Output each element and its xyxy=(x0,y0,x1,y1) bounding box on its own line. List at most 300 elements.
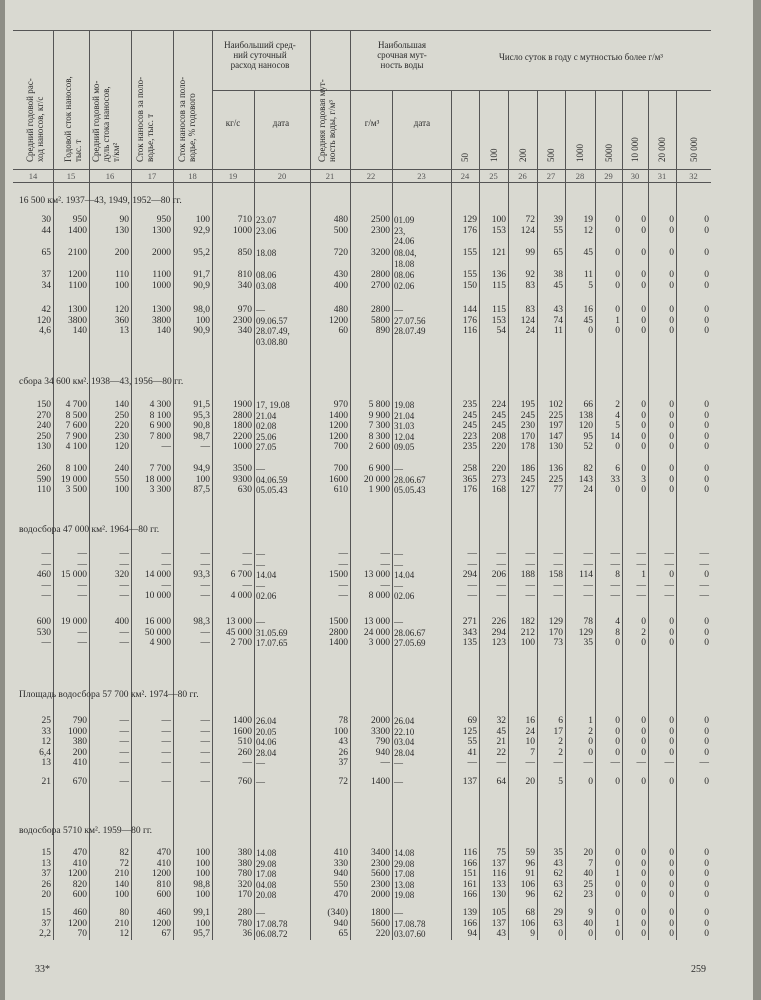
table-cell: 0 0 0 xyxy=(704,908,709,940)
table-cell: — 09.06.57 28.07.49, 03.08.80 xyxy=(256,305,290,347)
table-cell: 8 — — xyxy=(610,570,620,602)
column-rule xyxy=(676,90,677,940)
section-title: Площадь водосбора 57 700 км². 1974—80 гг. xyxy=(19,690,199,700)
table-cell: 121 xyxy=(491,248,506,258)
table-cell: 320 — — xyxy=(114,570,129,602)
table-cell: 150 270 240 250 130 xyxy=(36,400,51,453)
table-cell: 65 xyxy=(553,248,563,258)
table-cell: 970 2300 340 xyxy=(233,305,252,337)
header-days-rule xyxy=(451,90,711,91)
table-cell: 93,3 — — xyxy=(193,570,210,602)
table-cell: 1 2 0 0 — xyxy=(583,716,593,769)
table-cell: 4 300 8 100 6 900 7 800 — xyxy=(149,400,171,453)
table-cell: — — xyxy=(119,549,129,570)
table-cell: 25 33 12 6,4 13 xyxy=(39,716,51,769)
table-cell: 116 166 151 161 166 xyxy=(462,848,477,901)
table-cell: 1300 3800 140 xyxy=(152,305,171,337)
table-cell: — — xyxy=(699,549,709,570)
header-top-rule xyxy=(13,30,711,31)
page-number: 259 xyxy=(691,964,706,975)
header-col20: дата xyxy=(272,118,290,128)
table-cell: 15 13 37 26 20 xyxy=(41,848,51,901)
table-cell: 14.08 29.08 17.08 04.08 20.08 xyxy=(256,848,277,901)
table-cell: 410 330 940 550 470 xyxy=(333,848,348,901)
table-cell: 20 7 40 25 23 xyxy=(583,848,593,901)
table-cell: 850 xyxy=(237,248,252,258)
table-cell: 64 xyxy=(496,777,506,787)
table-cell: — — xyxy=(256,549,265,570)
book-page xyxy=(5,0,753,1000)
table-cell: 14 000 — 10 000 xyxy=(144,570,171,602)
table-cell: 72 xyxy=(338,777,348,787)
table-cell: 6 900 20 000 1 900 xyxy=(363,464,390,496)
table-cell: 102 225 197 147 130 xyxy=(548,400,563,453)
table-cell: 129 170 73 xyxy=(548,617,563,649)
table-cell: 2800 5800 890 xyxy=(371,305,390,337)
table-cell: 470 410 1200 820 600 xyxy=(68,848,87,901)
table-cell: 13 000 24 000 3 000 xyxy=(363,617,390,649)
header-group-days: Число суток в году с мутностью более г/м³ xyxy=(499,52,663,62)
header-group-max-daily: Наибольший сред- ний суточный расход наносов xyxy=(224,40,296,70)
table-cell: 16 24 10 7 — xyxy=(525,716,535,769)
header-col19: кг/с xyxy=(225,118,241,128)
table-cell: 1400 xyxy=(371,777,390,787)
table-cell: 14.08 29.08 17.08 13.08 19.08 xyxy=(394,848,415,901)
table-cell: 21 xyxy=(41,777,51,787)
table-cell: 670 xyxy=(72,777,87,787)
table-cell: — — xyxy=(496,549,506,570)
header-c26: 200 xyxy=(517,148,528,162)
column-rule xyxy=(89,30,90,940)
header-c28: 1000 xyxy=(575,144,585,162)
table-cell: 720 xyxy=(333,248,348,258)
table-cell: 430 400 xyxy=(333,270,348,291)
table-cell: 0 0 xyxy=(641,215,646,236)
table-cell: 400 — — xyxy=(114,617,129,649)
column-number: 20 xyxy=(277,171,287,181)
table-cell: 2 4 5 14 0 xyxy=(610,400,620,453)
table-cell: — — xyxy=(161,549,171,570)
table-cell: 0 1 0 xyxy=(615,305,620,337)
table-cell: 100 92,9 xyxy=(193,215,210,236)
table-cell: — — xyxy=(242,549,252,570)
table-cell: 13 000 — 8 000 xyxy=(363,570,390,602)
table-cell: 260 590 110 xyxy=(36,464,51,496)
header-group-max-turbidity: Наибольшая срочная мут- ность воды xyxy=(377,40,427,70)
table-cell: 155 150 xyxy=(462,270,477,291)
column-number: 22 xyxy=(366,171,376,181)
table-cell: — — xyxy=(380,549,390,570)
table-cell: 1 — — xyxy=(636,570,646,602)
table-cell: 950 1400 xyxy=(68,215,87,236)
column-number: 28 xyxy=(575,171,585,181)
table-cell: 0 0 0 0 — xyxy=(610,716,620,769)
table-cell: 1100 1000 xyxy=(152,270,171,291)
table-cell: 42 120 4,6 xyxy=(36,305,51,337)
table-cell: 271 343 135 xyxy=(462,617,477,649)
header-col23: дата xyxy=(413,118,431,128)
table-cell: 3500 9300 630 xyxy=(233,464,252,496)
table-cell: 129 176 xyxy=(462,215,477,236)
table-cell: — — xyxy=(467,549,477,570)
table-cell: 0 xyxy=(704,777,709,787)
table-cell: 460 1200 67 xyxy=(152,908,171,940)
table-cell: — xyxy=(119,777,129,787)
table-cell: 1500 — — xyxy=(329,570,348,602)
table-cell: 114 — — xyxy=(579,570,593,602)
table-cell: 0 xyxy=(669,777,674,787)
table-cell: 26.04 22.10 03.04 28.04 — xyxy=(394,716,415,769)
table-cell: 99 xyxy=(525,248,535,258)
table-cell: 0 xyxy=(641,248,646,258)
column-number: 31 xyxy=(657,171,667,181)
table-cell: 224 245 245 208 220 xyxy=(491,400,506,453)
column-rule xyxy=(392,90,393,940)
table-cell: 480 500 xyxy=(333,215,348,236)
table-cell: 950 1300 xyxy=(152,215,171,236)
column-rule xyxy=(350,30,351,940)
table-cell: 98,3 — — xyxy=(193,617,210,649)
table-cell: 0 0 0 xyxy=(704,464,709,496)
table-cell: 91,7 90,9 xyxy=(193,270,210,291)
header-bottom-rule xyxy=(13,169,711,170)
column-rule xyxy=(508,90,509,940)
table-cell: 2000 3300 790 940 — xyxy=(371,716,390,769)
header-col21: Средняя годовая мут- ность воды, г/м³ xyxy=(317,79,337,162)
section-title: сбора 34 600 км². 1938—43, 1956—80 гг. xyxy=(19,377,184,387)
table-cell: 0 0 0 xyxy=(669,305,674,337)
table-cell: 240 550 100 xyxy=(114,464,129,496)
table-cell: 0 0 xyxy=(704,215,709,236)
table-cell: — 17.08.78 06.08.72 xyxy=(256,908,288,940)
table-cell: 11 5 xyxy=(583,270,593,291)
table-cell: — — xyxy=(338,549,348,570)
table-cell: — — — — — xyxy=(200,716,210,769)
table-cell: 480 1200 60 xyxy=(329,305,348,337)
table-cell: 144 176 116 xyxy=(462,305,477,337)
table-cell: 139 166 94 xyxy=(462,908,477,940)
table-cell: — — xyxy=(583,549,593,570)
table-cell: 0 0 0 0 0 xyxy=(641,400,646,453)
header-col15: Годовой сток наносов, тыс. т xyxy=(63,76,83,162)
table-cell: 1500 2800 1400 xyxy=(329,617,348,649)
table-cell: 30 44 xyxy=(41,215,51,236)
section-title: 16 500 км². 1937—43, 1949, 1952—80 гг. xyxy=(19,196,182,206)
table-cell: 100 153 xyxy=(491,215,506,236)
table-cell: 6 33 0 xyxy=(610,464,620,496)
table-cell: 0 0 0 0 0 xyxy=(704,400,709,453)
table-cell: 0 0 0 0 0 xyxy=(704,848,709,901)
table-cell: 105 137 43 xyxy=(491,908,506,940)
table-cell: 75 137 116 133 130 xyxy=(491,848,506,901)
table-cell: 7 700 18 000 3 300 xyxy=(144,464,171,496)
table-cell: 19 000 — — xyxy=(60,617,87,649)
table-cell: — — — — — xyxy=(119,716,129,769)
table-cell: 15 000 — — xyxy=(60,570,87,602)
page-footer-signature: 33* xyxy=(35,964,50,975)
table-cell: 95,2 xyxy=(193,248,210,258)
table-cell: 1900 2800 1800 2200 1000 xyxy=(233,400,252,453)
table-cell: 0 xyxy=(615,777,620,787)
table-cell: 0 0 xyxy=(615,215,620,236)
table-cell: 810 340 xyxy=(237,270,252,291)
table-cell: 26.04 20.05 04.06 28.04 — xyxy=(256,716,277,769)
table-cell: — xyxy=(161,777,171,787)
table-cell: 0 0 0 0 0 xyxy=(669,848,674,901)
table-cell: 0 0 0 xyxy=(641,908,646,940)
table-cell: 294 — — xyxy=(462,570,477,602)
table-cell: 4 8 0 xyxy=(615,617,620,649)
header-col16: Средний годовой мо- дуль стока наносов, т/км² xyxy=(91,80,121,162)
table-cell: 78 129 35 xyxy=(578,617,593,649)
header-c32: 50 000 xyxy=(688,137,699,162)
column-number: 16 xyxy=(105,171,115,181)
table-cell: — — xyxy=(553,549,563,570)
table-cell: 195 245 230 170 178 xyxy=(520,400,535,453)
table-cell: — 28.06.67 27.05.69 xyxy=(394,617,426,649)
table-cell: 0 0 xyxy=(669,215,674,236)
table-cell: 9 40 0 xyxy=(583,908,593,940)
table-cell: 29 63 0 xyxy=(553,908,563,940)
table-cell: 2500 2300 xyxy=(371,215,390,236)
table-cell: 0 0 0 xyxy=(669,464,674,496)
table-cell: 710 1000 xyxy=(233,215,252,236)
column-number: 32 xyxy=(689,171,698,181)
table-cell: 460 — — xyxy=(36,570,51,602)
table-cell: 136 225 77 xyxy=(548,464,563,496)
column-number: 25 xyxy=(489,171,498,181)
table-cell: 80 210 12 xyxy=(114,908,129,940)
table-cell: 760 xyxy=(237,777,252,787)
table-cell: 0 0 1 0 0 xyxy=(615,848,620,901)
table-cell: 90 130 xyxy=(114,215,129,236)
table-cell: — 04.06.59 05.05.43 xyxy=(256,464,288,496)
table-cell: 140 250 220 230 120 xyxy=(114,400,129,453)
table-cell: 98,0 100 90,9 xyxy=(193,305,210,337)
table-cell: — xyxy=(394,777,403,787)
table-cell: 235 245 245 223 235 xyxy=(462,400,477,453)
column-number: 14 xyxy=(28,171,38,181)
table-cell: 20 xyxy=(525,777,535,787)
table-cell: — xyxy=(256,777,265,787)
column-number: 18 xyxy=(188,171,197,181)
table-cell: 16 000 50 000 4 900 xyxy=(144,617,171,649)
section-title: водосбора 5710 км². 1959—80 гг. xyxy=(19,826,153,836)
table-cell: 35 43 62 63 62 xyxy=(553,848,563,901)
table-cell: 72 124 xyxy=(520,215,535,236)
header-c24: 50 xyxy=(460,153,470,162)
table-cell: 0 0 0 xyxy=(704,305,709,337)
table-cell: 0 0 0 0 — xyxy=(699,716,709,769)
table-cell: 1300 3800 140 xyxy=(68,305,87,337)
table-cell: 0 xyxy=(704,248,709,258)
table-cell: 1200 1100 xyxy=(68,270,87,291)
table-cell: 23.07 23.06 xyxy=(256,215,277,236)
table-cell: 37 34 xyxy=(41,270,51,291)
table-cell: 158 — — xyxy=(548,570,563,602)
table-cell: 2000 xyxy=(152,248,171,258)
table-cell: 258 365 176 xyxy=(462,464,477,496)
header-c29: 5000 xyxy=(603,144,614,162)
header-col18: Сток наносов за поло- водье, % годового xyxy=(177,76,197,162)
table-cell: 92 83 xyxy=(525,270,535,291)
column-number: 24 xyxy=(460,171,470,181)
table-cell: 99,1 100 95,7 xyxy=(193,908,210,940)
table-cell: 13 000 45 000 2 700 xyxy=(225,617,252,649)
table-cell: 120 360 13 xyxy=(114,305,129,337)
column-rule xyxy=(479,90,480,940)
table-cell: 82 143 24 xyxy=(578,464,593,496)
table-cell: 19 12 xyxy=(583,215,593,236)
table-cell: 186 245 127 xyxy=(520,464,535,496)
table-cell: 2800 2700 xyxy=(371,270,390,291)
column-number: 19 xyxy=(228,171,238,181)
table-cell: — xyxy=(200,777,210,787)
table-cell: — — xyxy=(77,549,87,570)
header-c27: 500 xyxy=(546,148,556,162)
table-cell: 188 — — xyxy=(520,570,535,602)
column-number: 23 xyxy=(417,171,426,181)
column-rule xyxy=(254,90,255,940)
table-cell: 08.04, 18.08 xyxy=(394,248,417,269)
column-number: 30 xyxy=(630,171,640,181)
table-cell: 66 138 120 95 52 xyxy=(578,400,593,453)
table-cell: 16 45 0 xyxy=(583,305,593,337)
section-title: водосбора 47 000 км². 1964—80 гг. xyxy=(19,525,160,535)
table-cell: 19.08 21.04 31.03 12.04 09.05 xyxy=(394,400,415,453)
table-cell: 18.08 xyxy=(256,248,277,258)
table-cell: 45 xyxy=(583,248,593,258)
column-rule xyxy=(648,90,649,940)
table-cell: 226 294 123 xyxy=(491,617,506,649)
header-col22: г/м³ xyxy=(364,118,380,128)
column-number: 21 xyxy=(325,171,335,181)
table-cell: 0 0 xyxy=(641,270,646,291)
table-cell: — — xyxy=(636,549,646,570)
column-number: 15 xyxy=(66,171,76,181)
table-cell: 0 xyxy=(669,248,674,258)
table-cell: 1800 5600 220 xyxy=(371,908,390,940)
table-cell: 0 0 xyxy=(615,270,620,291)
table-cell: 600 530 — xyxy=(36,617,51,649)
table-cell: 14.04 — 02.06 xyxy=(394,570,415,602)
table-cell: 65 xyxy=(41,248,51,258)
table-cell: 0 0 0 xyxy=(641,305,646,337)
table-cell: 155 xyxy=(462,248,477,258)
table-cell: 970 1400 1200 1200 700 xyxy=(329,400,348,453)
table-cell: 69 125 55 41 — xyxy=(462,716,477,769)
table-cell: — — xyxy=(664,549,674,570)
table-cell: — 17.08.78 03.07.60 xyxy=(394,908,426,940)
table-cell: 137 xyxy=(462,777,477,787)
column-rule xyxy=(212,30,213,940)
table-cell: 280 780 36 xyxy=(237,908,252,940)
column-rule xyxy=(53,30,54,940)
header-c30: 10 000 xyxy=(630,137,640,162)
table-cell: 0 3 0 xyxy=(641,464,646,496)
table-cell: 39 55 xyxy=(553,215,563,236)
table-cell: 5 xyxy=(558,777,563,787)
table-cell: 2100 xyxy=(68,248,87,258)
column-rule xyxy=(622,90,623,940)
table-cell: 0 xyxy=(641,777,646,787)
column-number: 29 xyxy=(604,171,613,181)
table-cell: 470 410 1200 810 600 xyxy=(152,848,171,901)
table-cell: 0 — — xyxy=(699,570,709,602)
table-cell: — — xyxy=(525,549,535,570)
table-cell: 0 2 0 xyxy=(641,617,646,649)
table-cell: 32 45 21 22 — xyxy=(496,716,506,769)
colnum-bottom-rule xyxy=(13,182,711,183)
table-cell: 15 37 2,2 xyxy=(39,908,51,940)
table-cell: 206 — — xyxy=(491,570,506,602)
column-rule xyxy=(131,30,132,940)
table-cell: 136 115 xyxy=(491,270,506,291)
table-cell: 3400 2300 5600 2300 2000 xyxy=(371,848,390,901)
table-cell: 4 700 8 500 7 600 7 900 4 100 xyxy=(65,400,87,453)
table-cell: — — xyxy=(41,549,51,570)
table-cell: 08.06 02.06 xyxy=(394,270,415,291)
table-cell: 08.06 03.08 xyxy=(256,270,277,291)
header-c25: 100 xyxy=(488,148,499,162)
table-cell: 0 0 xyxy=(669,270,674,291)
table-cell: 0 1 0 xyxy=(615,908,620,940)
table-cell: 0 0 0 xyxy=(669,908,674,940)
header-col17: Сток наносов за поло- водье, тыс. т xyxy=(135,76,155,162)
table-cell: 460 1200 70 xyxy=(68,908,87,940)
table-cell: 0 — — xyxy=(664,570,674,602)
table-cell: 59 96 91 106 96 xyxy=(520,848,535,901)
table-cell: 100 100 100 98,8 100 xyxy=(193,848,210,901)
table-cell: 3200 xyxy=(371,248,390,258)
table-cell: 0 0 0 0 0 xyxy=(669,400,674,453)
table-cell: 115 153 54 xyxy=(491,305,506,337)
table-cell: 200 xyxy=(114,248,129,258)
header-col14: Средний годовой рас- ход наносов, кг/с xyxy=(25,78,45,162)
column-rule xyxy=(310,30,311,940)
table-cell: — — xyxy=(610,549,620,570)
table-cell: 38 45 xyxy=(553,270,563,291)
table-cell: — — xyxy=(394,549,403,570)
table-cell: 17, 19.08 21.04 02.08 25.06 27.05 xyxy=(256,400,290,453)
column-rule xyxy=(565,90,566,940)
table-cell: 0 xyxy=(588,777,593,787)
table-cell: 0 xyxy=(615,248,620,258)
column-number: 27 xyxy=(546,171,556,181)
table-cell: 6 17 2 2 — xyxy=(553,716,563,769)
table-cell: — 31.05.69 17.07.65 xyxy=(256,617,288,649)
table-cell: 91,5 95,3 90,8 98,7 — xyxy=(193,400,210,453)
table-cell: 790 1000 380 200 410 xyxy=(68,716,87,769)
table-cell: 380 380 780 320 170 xyxy=(237,848,252,901)
table-cell: 0 0 0 xyxy=(669,617,674,649)
table-cell: 14.04 — 02.06 xyxy=(256,570,277,602)
table-cell: 110 100 xyxy=(114,270,129,291)
table-cell: 68 106 9 xyxy=(520,908,535,940)
column-rule xyxy=(595,90,596,940)
table-cell: 8 100 19 000 3 500 xyxy=(60,464,87,496)
column-number: 26 xyxy=(518,171,527,181)
table-cell: 0 0 xyxy=(704,270,709,291)
table-cell: 82 72 210 140 100 xyxy=(114,848,129,901)
table-cell: 01.09 23, 24.06 xyxy=(394,215,415,247)
header-c31: 20 000 xyxy=(657,137,667,162)
table-cell: 78 100 43 26 37 xyxy=(333,716,348,769)
table-cell: 43 74 11 xyxy=(553,305,563,337)
table-cell: 700 1600 610 xyxy=(329,464,348,496)
column-number: 17 xyxy=(147,171,157,181)
table-cell: — — — — — xyxy=(161,716,171,769)
